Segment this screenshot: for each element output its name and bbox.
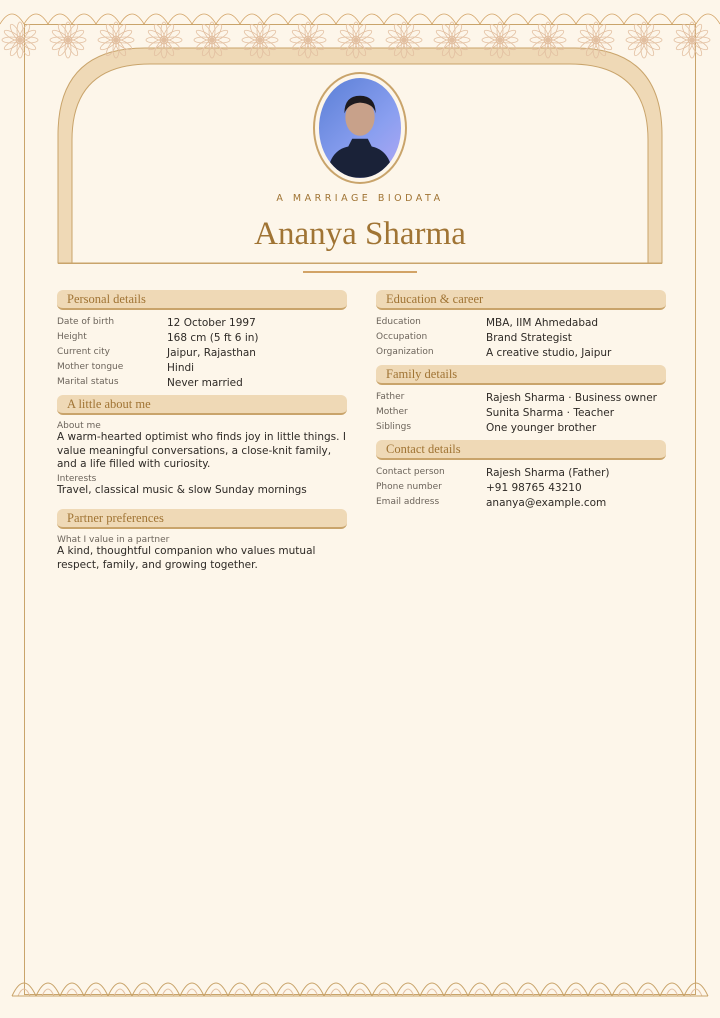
detail-value: MBA, IIM Ahmedabad	[486, 317, 599, 329]
partner-label: What I value in a partner	[57, 535, 170, 545]
contact-heading: Contact details	[376, 440, 666, 460]
mandala-ornament	[2, 22, 38, 58]
profile-photo-frame	[313, 72, 407, 184]
detail-value: Rajesh Sharma · Business owner	[486, 392, 657, 404]
about-section	[57, 395, 347, 505]
detail-value: 12 October 1997	[167, 317, 256, 329]
detail-label: Height	[57, 332, 87, 342]
detail-label: Phone number	[376, 482, 442, 492]
detail-row	[57, 331, 347, 346]
personal-details-section	[57, 290, 347, 391]
mandala-ornament	[626, 22, 662, 58]
detail-row	[376, 331, 666, 346]
detail-label: Current city	[57, 347, 110, 357]
detail-row	[376, 346, 666, 361]
family-heading: Family details	[376, 365, 666, 385]
detail-value: Rajesh Sharma (Father)	[486, 467, 610, 479]
detail-row	[376, 466, 666, 481]
detail-value: Never married	[167, 377, 243, 389]
interests-label: Interests	[57, 473, 97, 484]
detail-label: Email address	[376, 497, 440, 507]
detail-row	[57, 346, 347, 361]
detail-value: 168 cm (5 ft 6 in)	[167, 332, 259, 344]
detail-row	[376, 391, 666, 406]
detail-row	[376, 316, 666, 331]
detail-value: A creative studio, Jaipur	[486, 347, 612, 359]
name-divider	[303, 271, 417, 273]
about-text: A warm-hearted optimist who finds joy in little things. I value meaningful conversations, a close-knit family, and a life filled with curiosity.	[57, 431, 346, 470]
detail-value: Brand Strategist	[486, 332, 572, 344]
partner-text: A kind, thoughtful companion who values mutual respect, family, and growing together.	[57, 545, 316, 571]
document-kicker: A MARRIAGE BIODATA	[276, 193, 444, 204]
detail-row	[57, 361, 347, 376]
left-column	[57, 290, 347, 576]
detail-label: Occupation	[376, 332, 428, 342]
detail-label: Mother tongue	[57, 362, 124, 372]
education-heading: Education & career	[376, 290, 666, 310]
detail-label: Siblings	[376, 422, 412, 432]
email-address[interactable]: ananya@example.com	[486, 497, 607, 509]
detail-row	[376, 421, 666, 436]
detail-label: Organization	[376, 347, 434, 357]
detail-label: Contact person	[376, 467, 445, 477]
contact-section	[376, 440, 666, 511]
detail-value: One younger brother	[486, 422, 597, 434]
portrait-silhouette	[319, 78, 401, 178]
right-column	[376, 290, 666, 515]
partner-preferences-section	[57, 509, 347, 572]
candidate-name: Ananya Sharma	[254, 216, 466, 252]
partner-preferences-heading: Partner preferences	[57, 509, 347, 529]
detail-label: Mother	[376, 407, 408, 417]
detail-value: Jaipur, Rajasthan	[167, 347, 256, 359]
detail-label: Marital status	[57, 377, 119, 387]
profile-photo	[319, 78, 401, 178]
mandala-ornament	[50, 22, 86, 58]
family-section	[376, 365, 666, 436]
interests-text: Travel, classical music & slow Sunday mornings	[57, 483, 307, 496]
detail-row	[57, 316, 347, 331]
phone-number[interactable]: +91 98765 43210	[486, 482, 582, 494]
about-label: About me	[57, 421, 101, 431]
detail-row	[376, 406, 666, 421]
detail-label: Date of birth	[57, 317, 115, 327]
detail-row	[57, 376, 347, 391]
education-section	[376, 290, 666, 361]
detail-row	[376, 496, 666, 511]
detail-row	[376, 481, 666, 496]
detail-value: Hindi	[167, 362, 195, 374]
about-heading: A little about me	[57, 395, 347, 415]
detail-label: Father	[376, 392, 405, 402]
detail-value: Sunita Sharma · Teacher	[486, 407, 615, 419]
personal-details-heading: Personal details	[57, 290, 347, 310]
detail-label: Education	[376, 317, 421, 327]
mandala-ornament	[674, 22, 710, 58]
